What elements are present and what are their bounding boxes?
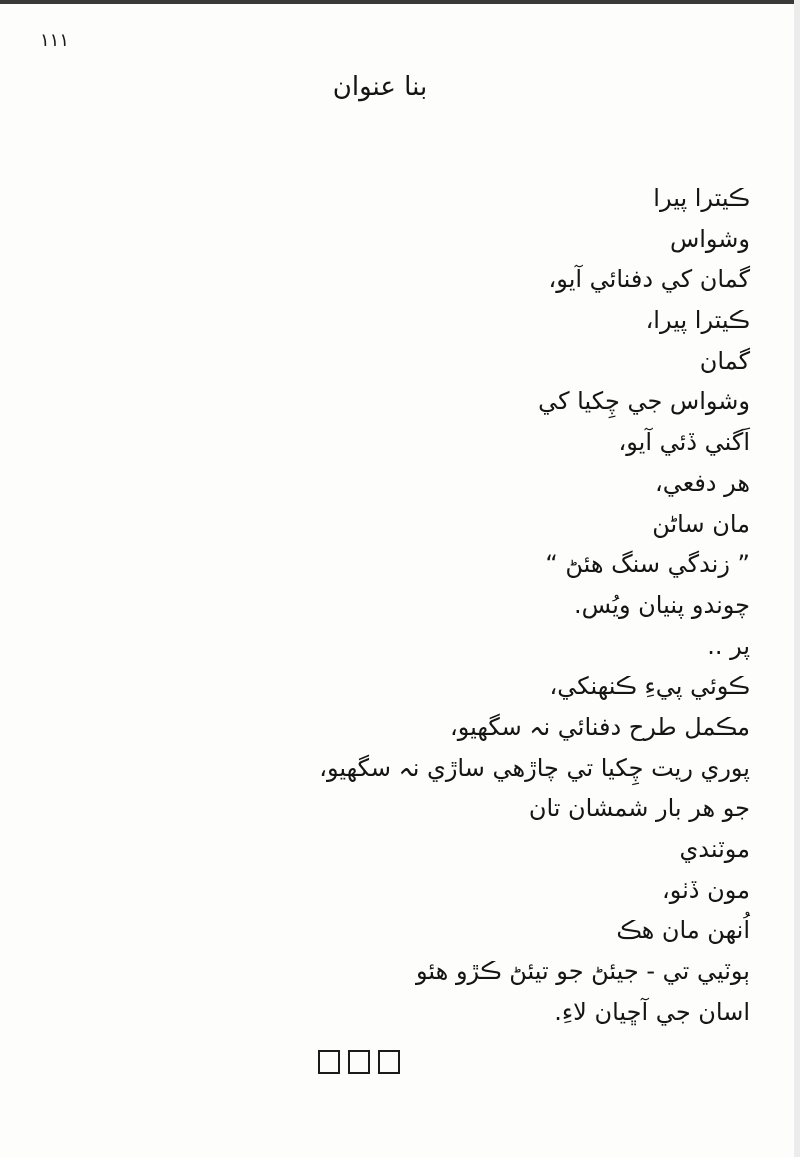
poem-line: گمان (699, 346, 750, 375)
page-right-edge (794, 0, 800, 1157)
poem-line: ڪيترا پيرا، (645, 306, 750, 335)
poem-line: گمان کي دفنائي آيو، (548, 265, 750, 294)
poem-line: ٻوٽيي تي - جيئڻ جو تيئڻ ڪڙو هئو (416, 957, 750, 986)
poem-line: وشواس جي چِکيا کي (538, 387, 750, 416)
poem-line: ” زندگي سنگ هئڻ “ (545, 550, 750, 579)
poem-line: وشواس (669, 224, 750, 253)
poem-line: مون ڏٺو، (661, 875, 750, 904)
end-box (378, 1050, 400, 1074)
page-number: ۱۱۱ (40, 30, 70, 51)
poem-line: اُنهن مان هڪ (616, 916, 750, 945)
poem-title: بنا عنوان (332, 72, 428, 102)
poem-line: مڪمل طرح دفنائي نہ سگهيو، (449, 712, 750, 741)
poem-line: موٽندي (679, 835, 750, 863)
poem-line: جو هر بار شمشان تان (528, 794, 750, 823)
end-box (318, 1050, 340, 1074)
poem-line: اسان جي آڇيان لاءِ. (554, 997, 750, 1026)
poem-line: پر .. (707, 631, 750, 660)
poem-body (110, 178, 750, 1032)
poem-line: پوري ريت چِکيا تي چاڙهي ساڙي نہ سگهيو، (319, 753, 750, 782)
page-top-edge (0, 0, 800, 4)
poem-line: اَگني ڏئي آيو، (618, 428, 750, 457)
end-marks (318, 1050, 400, 1074)
poem-line: چوندو پنيان ويُس. (574, 590, 750, 619)
poem-line: ڪوئي پيءِ ڪنهنکي، (549, 672, 750, 701)
end-box (348, 1050, 370, 1074)
poem-line: مان ساڻن (652, 509, 750, 538)
poem-line: ڪيترا پيرا (653, 184, 750, 212)
poem-line: هر دفعي، (654, 468, 750, 497)
